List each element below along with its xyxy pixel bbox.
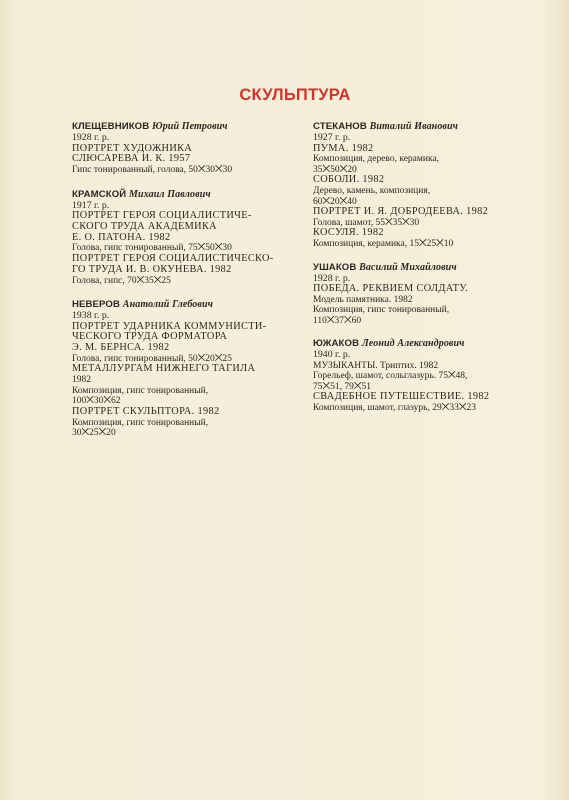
work-line: Голова, шамот, 55⨉35⨉30 xyxy=(313,217,420,228)
birth-year: 1940 г. р. xyxy=(313,349,351,361)
right-column xyxy=(313,121,553,426)
artist-given-names: Леонид Александрович xyxy=(361,338,465,350)
work-line: СЛЮСАРЕВА И. К. 1957 xyxy=(72,153,191,165)
artist-name xyxy=(313,262,553,274)
artist-entry xyxy=(72,121,292,176)
artist-surname: ЮЖАКОВ xyxy=(313,338,360,350)
work-line: Голова, гипс тонированный, 50⨉20⨉25 xyxy=(72,353,232,364)
artist-entry xyxy=(72,299,292,438)
work-line: ПОРТРЕТ УДАРНИКА КОММУНИСТИ- xyxy=(72,320,267,332)
work-line: Дерево, камень, композиция, xyxy=(313,186,431,197)
birth-year: 1927 г. р. xyxy=(313,132,351,143)
work-line: Модель памятника. 1982 xyxy=(313,294,413,305)
work-line: ПОРТРЕТ ХУДОЖНИКА xyxy=(72,142,193,154)
work-line: ПОБЕДА. РЕКВИЕМ СОЛДАТУ. xyxy=(313,283,469,295)
work-line: Композиция, дерево, керамика, xyxy=(313,154,440,165)
work-line: Композиция, гипс тонированный, xyxy=(72,417,209,428)
work-line: Е. О. ПАТОНА. 1982 xyxy=(72,231,171,243)
artist-entry xyxy=(313,338,553,413)
work-line: 100⨉30⨉62 xyxy=(72,396,121,407)
artist-surname: УШАКОВ xyxy=(313,261,357,273)
birth-year: 1917 г. р. xyxy=(72,199,110,211)
work-line: Гипс тонированный, голова, 50⨉30⨉30 xyxy=(72,165,233,176)
birth-year: 1938 г. р. xyxy=(72,310,110,322)
work-line: Композиция, шамот, глазурь, 29⨉33⨉23 xyxy=(313,403,476,414)
work-line: СКОГО ТРУДА АКАДЕМИКА xyxy=(72,220,217,232)
work-line: ПУМА. 1982 xyxy=(313,142,374,154)
section-title: СКУЛЬПТУРА xyxy=(239,86,351,104)
work-line: КОСУЛЯ. 1982 xyxy=(313,227,384,239)
artist-surname: СТЕКАНОВ xyxy=(313,121,367,132)
artist-entry xyxy=(313,121,553,250)
work-line: 110⨉37⨉60 xyxy=(313,315,362,326)
work-line: СВАДЕБНОЕ ПУТЕШЕСТВИЕ. 1982 xyxy=(313,391,490,403)
work-line: 30⨉25⨉20 xyxy=(72,428,116,439)
work-line: Горельеф, шамот, сольглазурь. 75⨉48, xyxy=(313,371,468,382)
artist-given-names: Василий Михайлович xyxy=(359,261,457,273)
work-line: ПОРТРЕТ ГЕРОЯ СОЦИАЛИСТИЧЕ- xyxy=(72,210,252,222)
artist-given-names: Михаил Павлович xyxy=(129,188,211,200)
work-line: Э. М. БЕРНСА. 1982 xyxy=(72,342,170,354)
artist-surname: КРАМСКОЙ xyxy=(72,188,127,200)
artist-surname: НЕВЕРОВ xyxy=(72,299,121,311)
work-line: Композиция, керамика, 15⨉25⨉10 xyxy=(313,239,454,250)
work-line: ПОРТРЕТ ГЕРОЯ СОЦИАЛИСТИЧЕСКО- xyxy=(72,252,274,264)
work-line: 1982 xyxy=(72,375,91,386)
work-line: ПОРТРЕТ СКУЛЬПТОРА. 1982 xyxy=(72,405,220,417)
work-line: Голова, гипс, 70⨉35⨉25 xyxy=(72,275,171,286)
work-line: 75⨉51, 79⨉51 xyxy=(313,381,371,392)
birth-year: 1928 г. р. xyxy=(72,132,110,143)
work-line: 60⨉20⨉40 xyxy=(313,196,357,207)
work-line: Голова, гипс тонированный, 75⨉50⨉30 xyxy=(72,243,232,254)
artist-given-names: Виталий Иванович xyxy=(369,121,458,132)
artist-entry xyxy=(313,262,553,327)
work-line: МЕТАЛЛУРГАМ НИЖНЕГО ТАГИЛА xyxy=(72,363,256,375)
artist-given-names: Юрий Петрович xyxy=(152,121,228,132)
work-line: ГО ТРУДА И. В. ОКУНЕВА. 1982 xyxy=(72,263,232,275)
work-line: 35⨉50⨉20 xyxy=(313,164,357,175)
artist-entry xyxy=(72,189,292,286)
work-line: ПОРТРЕТ И. Я. ДОБРОДЕЕВА. 1982 xyxy=(313,206,489,218)
birth-year: 1928 г. р. xyxy=(313,272,351,284)
work-line: ЧЕСКОГО ТРУДА ФОРМАТОРА xyxy=(72,331,228,343)
work-line: СОБОЛИ. 1982 xyxy=(313,174,385,186)
artist-surname: КЛЕЩЕВНИКОВ xyxy=(72,121,150,132)
artist-given-names: Анатолий Глебович xyxy=(122,299,213,311)
work-line: МУЗЫКАНТЫ. Триптих. 1982 xyxy=(313,360,439,371)
work-line: Композиция, гипс тонированный, xyxy=(313,305,450,316)
left-column xyxy=(72,121,292,452)
artist-name xyxy=(72,189,292,201)
work-line: Композиция, гипс тонированный, xyxy=(72,385,209,396)
